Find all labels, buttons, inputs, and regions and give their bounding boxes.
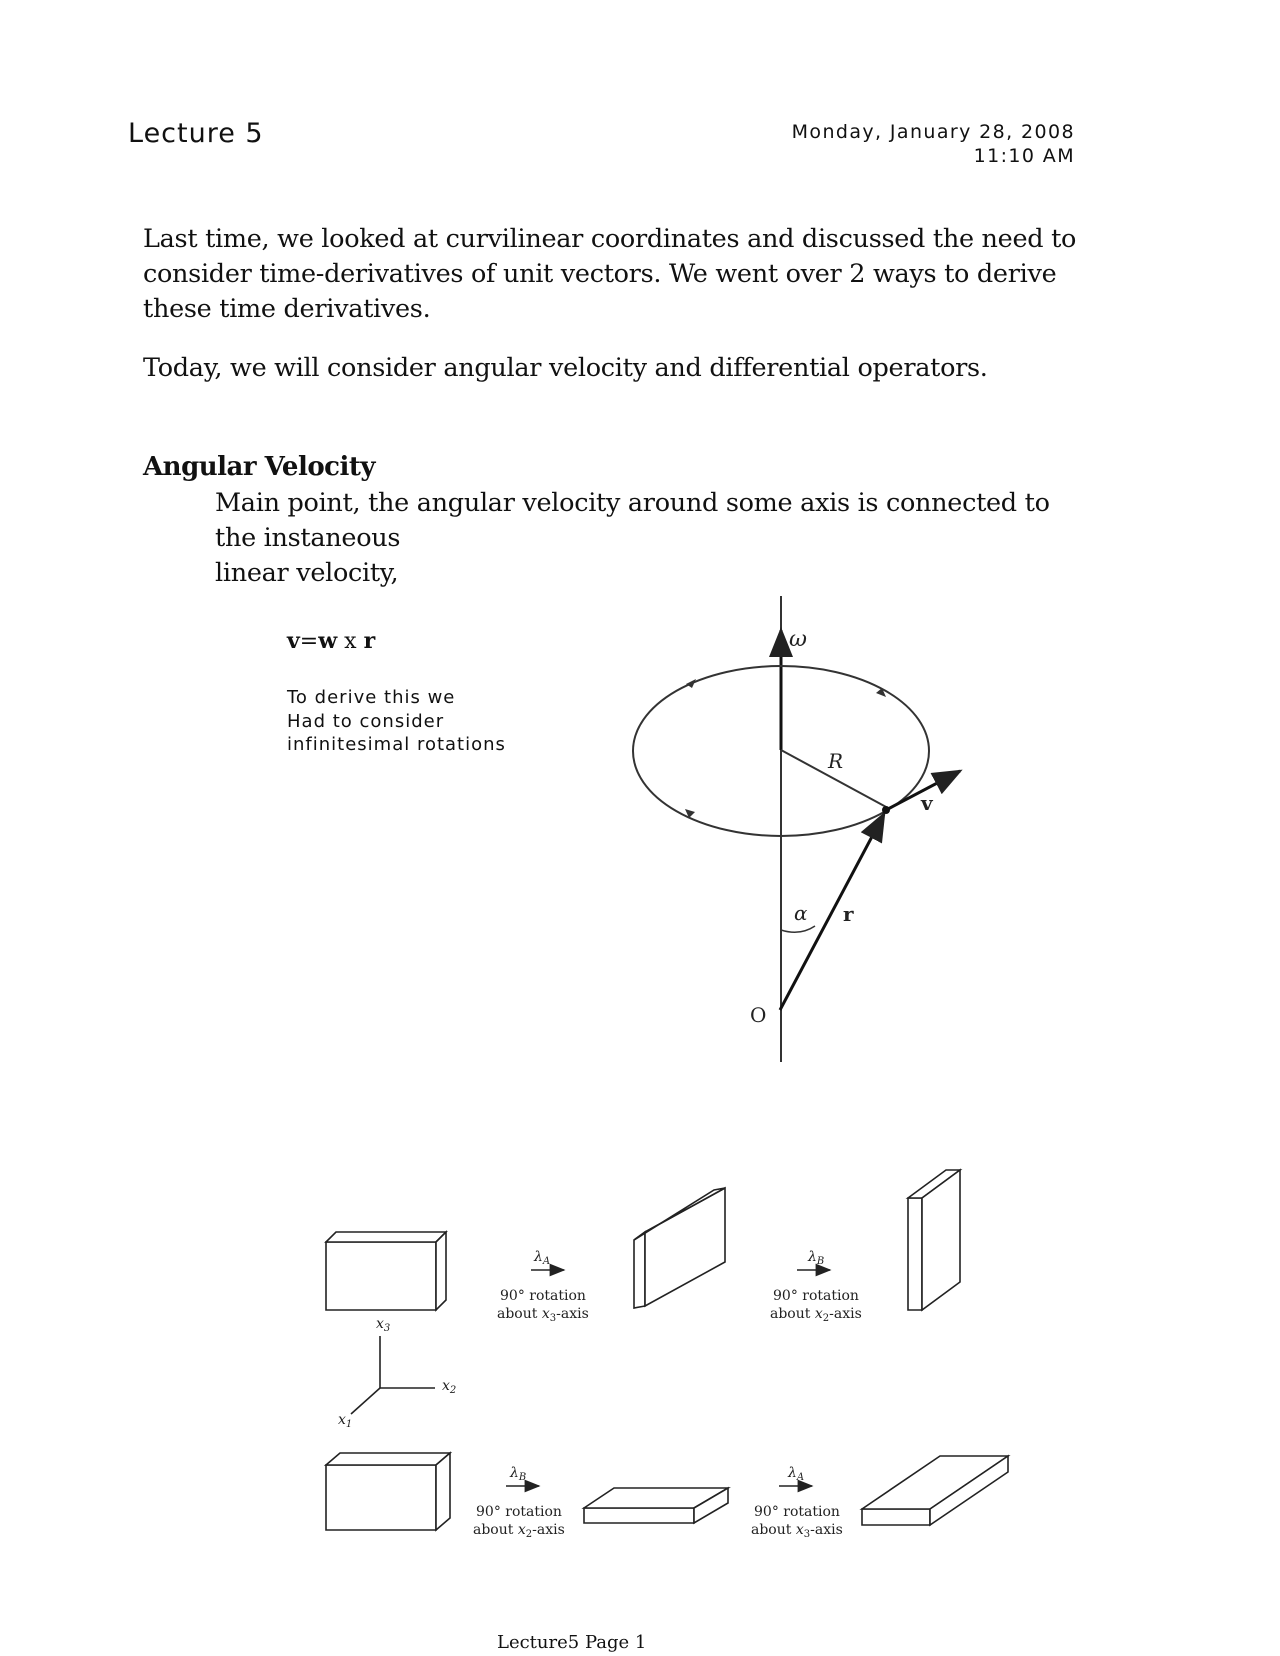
derive-note-line: infinitesimal rotations: [287, 734, 506, 755]
box-initial-top: [326, 1232, 446, 1310]
circle-arrow: [686, 679, 696, 688]
lambda-label: $\lambda_B$: [510, 1465, 527, 1483]
rotation-caption: 90° rotation: [773, 1288, 859, 1304]
alpha-label: α: [794, 901, 808, 925]
rotation-sequence-diagram: [326, 1170, 1008, 1530]
velocity-label: v: [921, 791, 933, 815]
origin-label: O: [750, 1003, 767, 1027]
tip-point: [882, 806, 890, 814]
box-after-rotation-a: [634, 1188, 725, 1308]
rotation-caption-axis: about $x_3$-axis: [751, 1522, 843, 1540]
angular-velocity-diagram: [633, 596, 960, 1062]
main-point-line: Main point, the angular velocity around some axis is connected to: [215, 488, 1050, 518]
lambda-label: $\lambda_A$: [788, 1465, 805, 1483]
main-point-line: linear velocity,: [215, 558, 399, 588]
page-footer: Lecture5 Page 1: [497, 1632, 647, 1653]
axis-x2-label: $x_2$: [442, 1378, 457, 1396]
section-heading: Angular Velocity: [143, 452, 376, 482]
formula-w: w: [318, 628, 338, 654]
alpha-arc: [781, 926, 815, 932]
formula-eq: =: [299, 629, 319, 654]
coordinate-axes: [351, 1336, 435, 1414]
formula-v: v: [287, 628, 300, 654]
box-after-rotation-ba: [862, 1456, 1008, 1525]
radius-label: R: [828, 749, 844, 773]
lambda-label: $\lambda_A$: [534, 1249, 551, 1267]
box-after-rotation-b: [584, 1488, 728, 1523]
intro-paragraph: Last time, we looked at curvilinear coordinates and discussed the need to consider time-derivatives of unit vectors. We went over 2 ways to derive these time derivatives.: [143, 224, 1077, 324]
main-point-line: the instaneous: [215, 523, 401, 553]
angular-diagram-labels: [750, 627, 934, 1027]
box-after-rotation-ab: [908, 1170, 960, 1310]
formula-r: r: [363, 628, 376, 654]
lecture-title: Lecture 5: [128, 118, 264, 149]
time-text: 11:10 AM: [973, 145, 1075, 167]
rotation-caption-axis: about $x_2$-axis: [473, 1522, 565, 1540]
today-paragraph: Today, we will consider angular velocity and differential operators.: [143, 353, 988, 383]
formula-cross: x: [337, 629, 364, 654]
box-initial-bottom: [326, 1453, 450, 1530]
axis-x3-label: $x_3$: [376, 1316, 391, 1334]
lambda-label: $\lambda_B$: [808, 1249, 825, 1267]
rotation-caption-axis: about $x_3$-axis: [497, 1306, 589, 1324]
derive-note-line: Had to consider: [287, 710, 445, 732]
rotation-caption: 90° rotation: [754, 1504, 840, 1520]
date-text: Monday, January 28, 2008: [791, 121, 1075, 143]
position-label: r: [843, 902, 854, 926]
derive-note-line: To derive this we: [287, 687, 456, 708]
rotation-caption: 90° rotation: [476, 1504, 562, 1520]
rotation-caption-axis: about $x_2$-axis: [770, 1306, 862, 1324]
axis-x1-label: $x_1$: [338, 1412, 353, 1430]
rotation-caption: 90° rotation: [500, 1288, 586, 1304]
omega-label: ω: [789, 627, 807, 652]
